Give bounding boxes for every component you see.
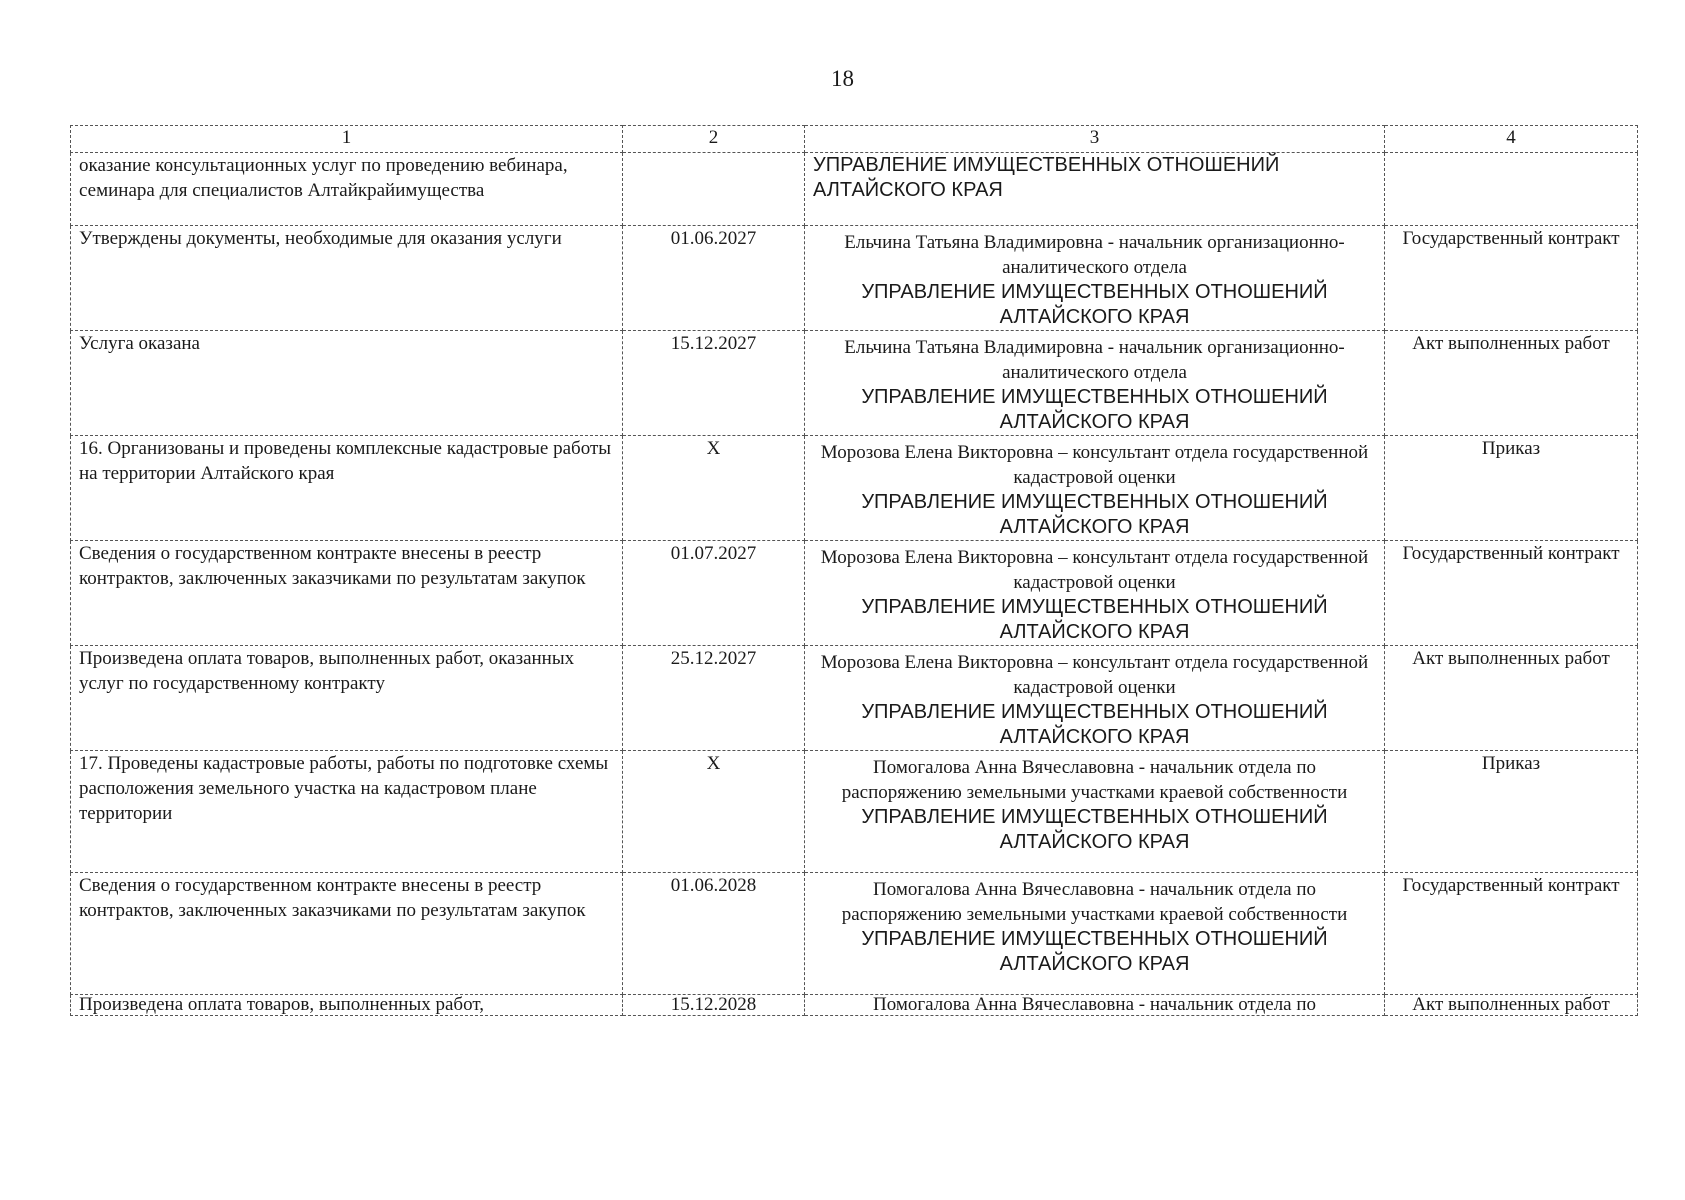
deadline-date: 15.12.2027: [623, 331, 805, 436]
document-type: Акт выполненных работ: [1385, 331, 1638, 436]
event-description: Произведена оплата товаров, выполненных работ,: [71, 995, 623, 1016]
deadline-date: 25.12.2027: [623, 646, 805, 751]
column-header-3: 3: [805, 126, 1385, 153]
responsible-person: Морозова Елена Викторовна – консультант отдела государственной кадастровой оценки: [820, 442, 1369, 488]
deadline-date: X: [623, 751, 805, 873]
deadline-date: 15.12.2028: [623, 995, 805, 1016]
event-description: Сведения о государственном контракте внесены в реестр контрактов, заключенных заказчиками по результатам закупок: [71, 541, 623, 646]
event-description: 17. Проведены кадастровые работы, работы по подготовке схемы расположения земельного участка на кадастровом плане территории: [71, 751, 623, 873]
responsible-person: Ельчина Татьяна Владимировна - начальник организационно-аналитического отдела: [844, 337, 1345, 383]
column-header-2: 2: [623, 126, 805, 153]
document-type: Приказ: [1385, 436, 1638, 541]
responsible-cell: [805, 436, 1385, 541]
schedule-table: [70, 125, 1638, 1016]
column-header-1: 1: [71, 126, 623, 153]
responsible-cell: [805, 873, 1385, 995]
event-description: Произведена оплата товаров, выполненных работ, оказанных услуг по государственному контракту: [71, 646, 623, 751]
organization-name: УПРАВЛЕНИЕ ИМУЩЕСТВЕННЫХ ОТНОШЕНИЙ АЛТАЙСКОГО КРАЯ: [861, 701, 1328, 748]
table-row: [71, 226, 1638, 331]
document-type: [1385, 153, 1638, 226]
document-type: Государственный контракт: [1385, 226, 1638, 331]
responsible-cell: [805, 541, 1385, 646]
deadline-date: [623, 153, 805, 226]
event-description: Услуга оказана: [71, 331, 623, 436]
table-row: [71, 331, 1638, 436]
deadline-date: X: [623, 436, 805, 541]
column-number-header: [71, 126, 1638, 153]
responsible-cell: [805, 331, 1385, 436]
responsible-person: Морозова Елена Викторовна – консультант отдела государственной кадастровой оценки: [820, 547, 1369, 593]
responsible-person: Помогалова Анна Вячеславовна - начальник отдела по: [872, 994, 1317, 1015]
table-row: [71, 153, 1638, 226]
table-row: [71, 541, 1638, 646]
responsible-cell: [805, 226, 1385, 331]
organization-name: УПРАВЛЕНИЕ ИМУЩЕСТВЕННЫХ ОТНОШЕНИЙ АЛТАЙСКОГО КРАЯ: [813, 154, 1280, 201]
column-header-4: 4: [1385, 126, 1638, 153]
event-description: Сведения о государственном контракте внесены в реестр контрактов, заключенных заказчиками по результатам закупок: [71, 873, 623, 995]
responsible-cell: [805, 751, 1385, 873]
organization-name: УПРАВЛЕНИЕ ИМУЩЕСТВЕННЫХ ОТНОШЕНИЙ АЛТАЙСКОГО КРАЯ: [861, 928, 1328, 975]
document-type: Государственный контракт: [1385, 541, 1638, 646]
deadline-date: 01.07.2027: [623, 541, 805, 646]
organization-name: УПРАВЛЕНИЕ ИМУЩЕСТВЕННЫХ ОТНОШЕНИЙ АЛТАЙСКОГО КРАЯ: [861, 386, 1328, 433]
organization-name: УПРАВЛЕНИЕ ИМУЩЕСТВЕННЫХ ОТНОШЕНИЙ АЛТАЙСКОГО КРАЯ: [861, 491, 1328, 538]
table-row: [71, 751, 1638, 873]
organization-name: УПРАВЛЕНИЕ ИМУЩЕСТВЕННЫХ ОТНОШЕНИЙ АЛТАЙСКОГО КРАЯ: [861, 596, 1328, 643]
responsible-person: Ельчина Татьяна Владимировна - начальник организационно-аналитического отдела: [844, 232, 1345, 278]
document-type: Приказ: [1385, 751, 1638, 873]
responsible-cell: [805, 995, 1385, 1016]
responsible-cell: [805, 646, 1385, 751]
responsible-person: Помогалова Анна Вячеславовна - начальник отдела по распоряжению земельными участками краевой собственности: [841, 757, 1348, 803]
table-row: [71, 873, 1638, 995]
deadline-date: 01.06.2028: [623, 873, 805, 995]
document-type: Акт выполненных работ: [1385, 995, 1638, 1016]
table-row: [71, 436, 1638, 541]
responsible-cell: [805, 153, 1385, 226]
deadline-date: 01.06.2027: [623, 226, 805, 331]
event-description: оказание консультационных услуг по проведению вебинара, семинара для специалистов Алтайкрайимущества: [71, 153, 623, 226]
document-type: Акт выполненных работ: [1385, 646, 1638, 751]
document-type: Государственный контракт: [1385, 873, 1638, 995]
organization-name: УПРАВЛЕНИЕ ИМУЩЕСТВЕННЫХ ОТНОШЕНИЙ АЛТАЙСКОГО КРАЯ: [861, 281, 1328, 328]
event-description: 16. Организованы и проведены комплексные кадастровые работы на территории Алтайского края: [71, 436, 623, 541]
organization-name: УПРАВЛЕНИЕ ИМУЩЕСТВЕННЫХ ОТНОШЕНИЙ АЛТАЙСКОГО КРАЯ: [861, 806, 1328, 853]
event-description: Утверждены документы, необходимые для оказания услуги: [71, 226, 623, 331]
table-row: [71, 995, 1638, 1016]
page-number: 18: [831, 66, 854, 91]
responsible-person: Морозова Елена Викторовна – консультант отдела государственной кадастровой оценки: [820, 652, 1369, 698]
table-row: [71, 646, 1638, 751]
responsible-person: Помогалова Анна Вячеславовна - начальник отдела по распоряжению земельными участками краевой собственности: [841, 879, 1348, 925]
